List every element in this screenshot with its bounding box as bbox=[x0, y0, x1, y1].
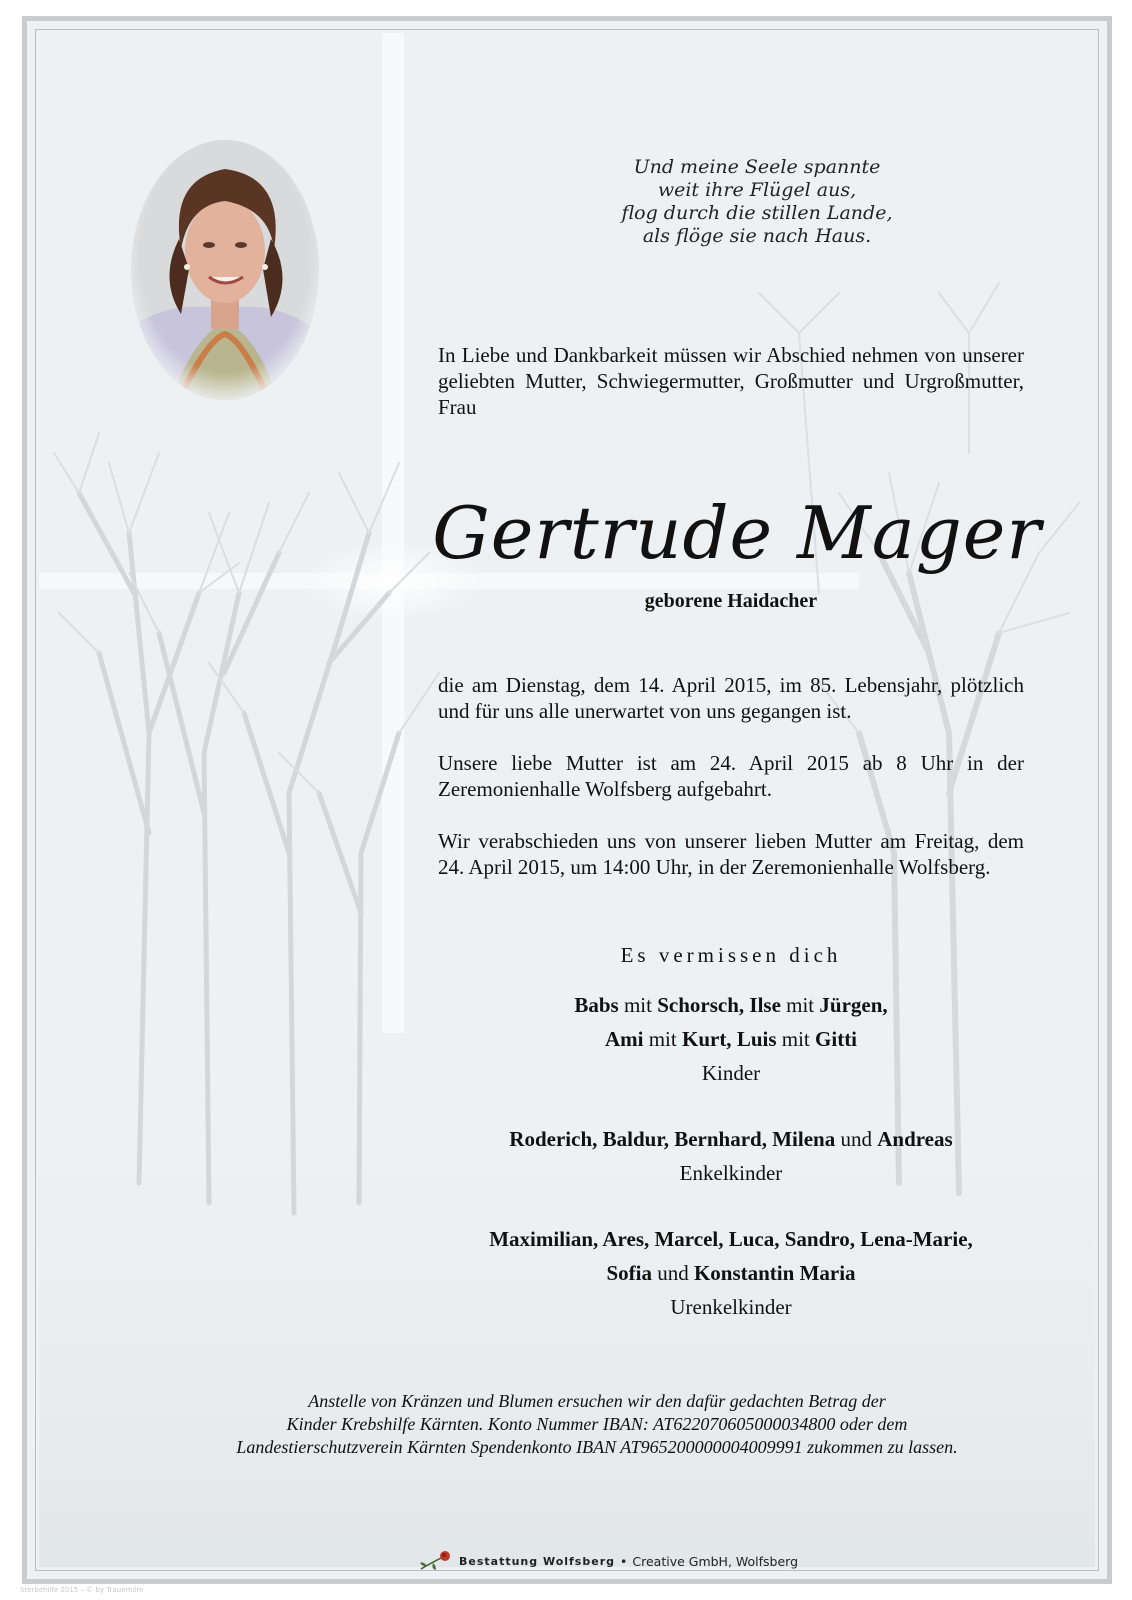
copyright-note: Sterbehilfe 2015 – © by Trauerhilfe bbox=[20, 1586, 144, 1594]
maiden-name: geborene Haidacher bbox=[644, 590, 818, 612]
family-connector: mit bbox=[618, 993, 658, 1017]
farewell-paragraph: Wir verabschieden uns von unserer lieben Mutter am Freitag, dem 24. April 2015, um 14:00 Uhr, in der Zeremonienhalle Wolfsberg. bbox=[438, 829, 1024, 879]
intro-text: In Liebe und Dankbarkeit müssen wir Abschied nehmen von unserer geliebten Mutter, Schwiegermutter, Großmutter und Urgroßmutter, Frau bbox=[438, 343, 1024, 419]
family-name-bold: Kurt, bbox=[681, 1027, 732, 1051]
motto-line: flog durch die stillen Lande, bbox=[621, 202, 893, 224]
family-connector: und bbox=[651, 1261, 694, 1285]
motto-line: als flöge sie nach Haus. bbox=[642, 225, 872, 247]
family-connector: mit bbox=[776, 1027, 816, 1051]
family-name-bold: Babs bbox=[574, 993, 619, 1017]
great-grandchildren-label: Urenkelkinder bbox=[670, 1295, 792, 1319]
children-label: Kinder bbox=[701, 1061, 761, 1085]
family-name-bold: Gitti bbox=[815, 1027, 858, 1051]
children-names-line bbox=[438, 1022, 1024, 1056]
family-name-bold: Schorsch, bbox=[657, 993, 745, 1017]
funeral-home-footer bbox=[417, 1549, 798, 1573]
page-frame bbox=[22, 16, 1112, 1584]
donation-line: Anstelle von Kränzen und Blumen ersuchen wir den dafür gedachten Betrag der bbox=[308, 1391, 886, 1411]
family-connector: mit bbox=[780, 993, 820, 1017]
family-connector: und bbox=[835, 1127, 878, 1151]
family-name-bold: Ami bbox=[604, 1027, 644, 1051]
viewing-paragraph: Unsere liebe Mutter ist am 24. April 2015 ab 8 Uhr in der Zeremonienhalle Wolfsberg aufgebahrt. bbox=[438, 751, 1024, 801]
family-name-bold: Roderich, Baldur, Bernhard, Milena bbox=[509, 1127, 836, 1151]
deceased-name: Gertrude Mager bbox=[432, 491, 1042, 575]
great-grandchildren-names-line bbox=[438, 1256, 1024, 1290]
donation-note bbox=[127, 1390, 1067, 1459]
grandchildren-names-line bbox=[438, 1122, 1024, 1156]
portrait-photo bbox=[129, 139, 321, 401]
grandchildren-block bbox=[438, 1122, 1024, 1190]
donation-line: Kinder Krebshilfe Kärnten. Konto Nummer IBAN: AT622070605000034800 oder dem bbox=[286, 1414, 908, 1434]
missing-you-heading: Es vermissen dich bbox=[620, 943, 842, 967]
footer-brand: Bestattung Wolfsberg bbox=[459, 1554, 615, 1568]
footer-separator: • bbox=[620, 1553, 628, 1569]
family-name-bold: Luis bbox=[736, 1027, 777, 1051]
grandchildren-label: Enkelkinder bbox=[679, 1161, 783, 1185]
children-names-line bbox=[438, 988, 1024, 1022]
great-grandchildren-names-line bbox=[438, 1222, 1024, 1256]
motto-line: weit ihre Flügel aus, bbox=[657, 179, 857, 201]
family-connector: mit bbox=[643, 1027, 682, 1051]
family-name-bold: Andreas bbox=[877, 1127, 953, 1151]
death-notice-paragraph: die am Dienstag, dem 14. April 2015, im 85. Lebensjahr, plötzlich und für uns alle unerwartet von uns gegangen ist. bbox=[438, 673, 1024, 723]
family-name-bold: Ilse bbox=[749, 993, 781, 1017]
family-name-bold: Jürgen, bbox=[819, 993, 888, 1017]
motto-line: Und meine Seele spannte bbox=[633, 156, 881, 178]
family-name-bold: Sofia bbox=[606, 1261, 652, 1285]
family-name-bold: Konstantin Maria bbox=[693, 1261, 856, 1285]
family-name-bold: Maximilian, Ares, Marcel, Luca, Sandro, Lena-Marie, bbox=[489, 1227, 973, 1251]
footer-company: Creative GmbH, Wolfsberg bbox=[632, 1553, 799, 1569]
donation-line: Landestierschutzverein Kärnten Spendenkonto IBAN AT965200000004009991 zukommen zu lassen. bbox=[236, 1437, 958, 1457]
rose-icon bbox=[417, 1549, 455, 1573]
motto-poem bbox=[587, 156, 927, 248]
great-grandchildren-block bbox=[438, 1222, 1024, 1324]
children-block bbox=[438, 988, 1024, 1090]
